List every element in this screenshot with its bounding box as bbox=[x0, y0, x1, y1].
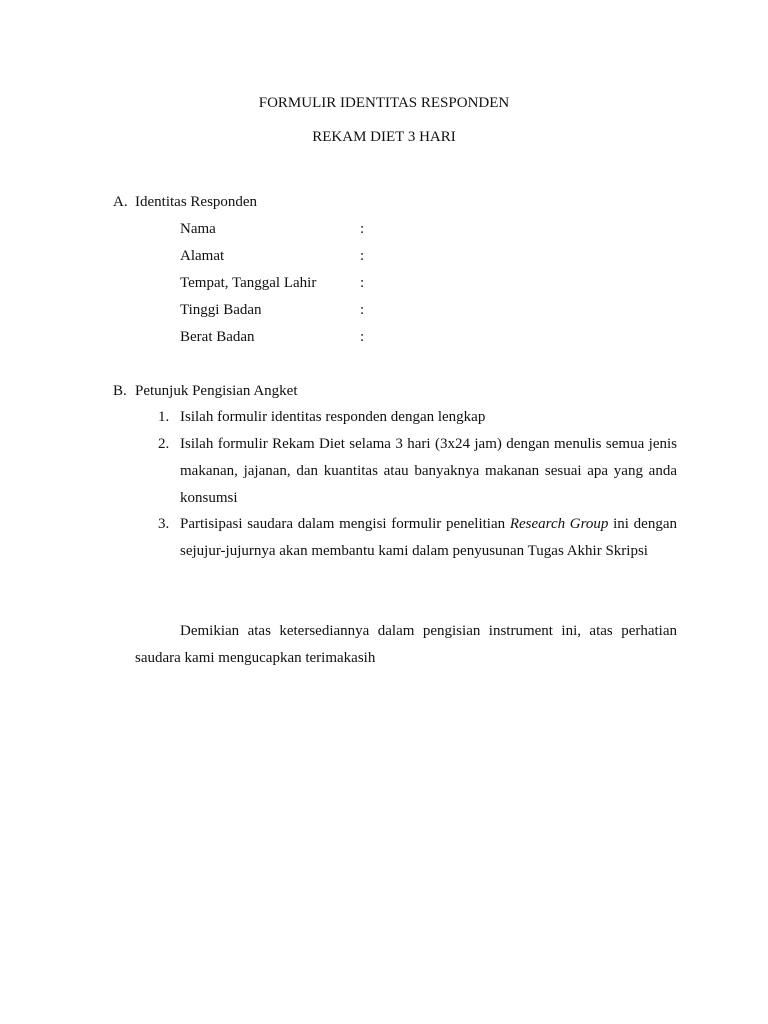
item-text-line: konsumsi bbox=[180, 490, 238, 506]
field-label: Berat Badan bbox=[180, 329, 255, 345]
closing-line: saudara kami mengucapkan terimakasih bbox=[135, 650, 376, 666]
document-title: FORMULIR IDENTITAS RESPONDEN bbox=[258, 95, 510, 111]
item-text: Isilah formulir identitas responden dengan lengkap bbox=[180, 409, 486, 425]
item-number: 1. bbox=[158, 409, 170, 425]
field-separator: : bbox=[360, 221, 365, 237]
field-label: Tempat, Tanggal Lahir bbox=[180, 275, 317, 291]
item-text-before: Partisipasi saudara dalam mengisi formulir penelitian bbox=[180, 516, 506, 532]
field-label: Nama bbox=[180, 221, 216, 237]
field-label: Tinggi Badan bbox=[180, 302, 262, 318]
section-b-marker: B. bbox=[113, 383, 127, 399]
item-text-italic: Research Group bbox=[509, 516, 609, 532]
item-number: 3. bbox=[158, 516, 170, 532]
field-separator: : bbox=[360, 248, 365, 264]
item-text-line bbox=[180, 515, 677, 533]
document-subtitle: REKAM DIET 3 HARI bbox=[312, 129, 456, 145]
closing-line: Demikian atas ketersediannya dalam pengisian instrument ini, atas perhatian bbox=[180, 623, 677, 639]
item-text-line: sejujur-jujurnya akan membantu kami dalam penyusunan Tugas Akhir Skripsi bbox=[180, 543, 648, 559]
section-a-marker: A. bbox=[113, 194, 128, 210]
item-number: 2. bbox=[158, 436, 170, 452]
field-separator: : bbox=[360, 275, 365, 291]
item-text-line: Isilah formulir Rekam Diet selama 3 hari (3x24 jam) dengan menulis semua jenis bbox=[180, 436, 677, 452]
field-separator: : bbox=[360, 302, 365, 318]
section-b-heading: Petunjuk Pengisian Angket bbox=[135, 383, 298, 399]
section-a-heading: Identitas Responden bbox=[135, 194, 258, 210]
field-separator: : bbox=[360, 329, 365, 345]
item-text-line: makanan, jajanan, dan kuantitas atau banyaknya makanan sesuai apa yang anda bbox=[180, 463, 677, 479]
field-label: Alamat bbox=[180, 248, 225, 264]
item-text-after: ini dengan bbox=[613, 516, 677, 532]
